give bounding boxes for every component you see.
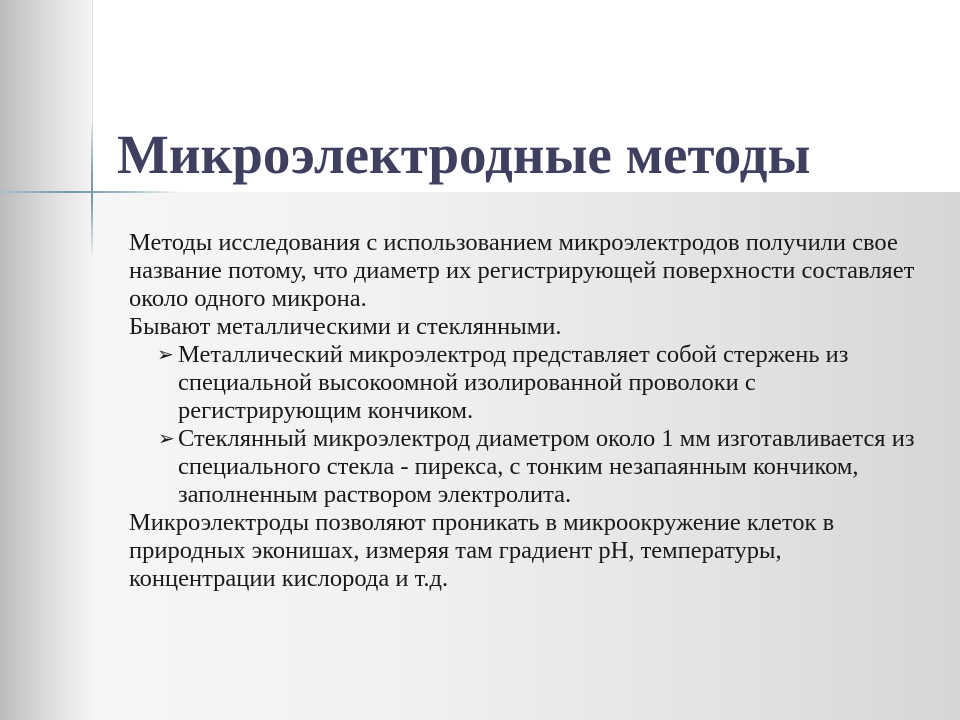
arrow-check-icon: ➢ bbox=[157, 344, 174, 366]
left-gradient-band bbox=[0, 0, 92, 720]
bullet-glass-electrode bbox=[129, 425, 929, 509]
conclusion-paragraph: Микроэлектроды позволяют проникать в микроокружение клеток в природных эконишах, измеряя там градиент рН, температуры, концентрации кислорода и т.д. bbox=[129, 509, 835, 592]
bullet-metal-electrode bbox=[129, 341, 929, 425]
slide-body bbox=[129, 229, 929, 593]
bullet-text: Стеклянный микроэлектрод диаметром около 1 мм изготавливается из специального стекла - пирекса, с тонким незапаянным кончиком, заполненным раствором электролита. bbox=[178, 425, 915, 508]
arrow-check-icon: ➢ bbox=[158, 428, 175, 450]
bullet-text: Металлический микроэлектрод представляет собой стержень из специальной высокоомной изолированной проволоки с регистрирующим кончиком. bbox=[178, 341, 849, 424]
types-paragraph: Бывают металлическими и стеклянными. bbox=[129, 313, 562, 340]
intro-paragraph: Методы исследования с использованием микроэлектродов получили свое название потому, что диаметр их регистрирующей поверхности составляет около одного микрона. bbox=[129, 229, 915, 312]
slide-title: Микроэлектродные методы bbox=[117, 124, 811, 185]
decorative-vertical-line bbox=[91, 120, 93, 260]
